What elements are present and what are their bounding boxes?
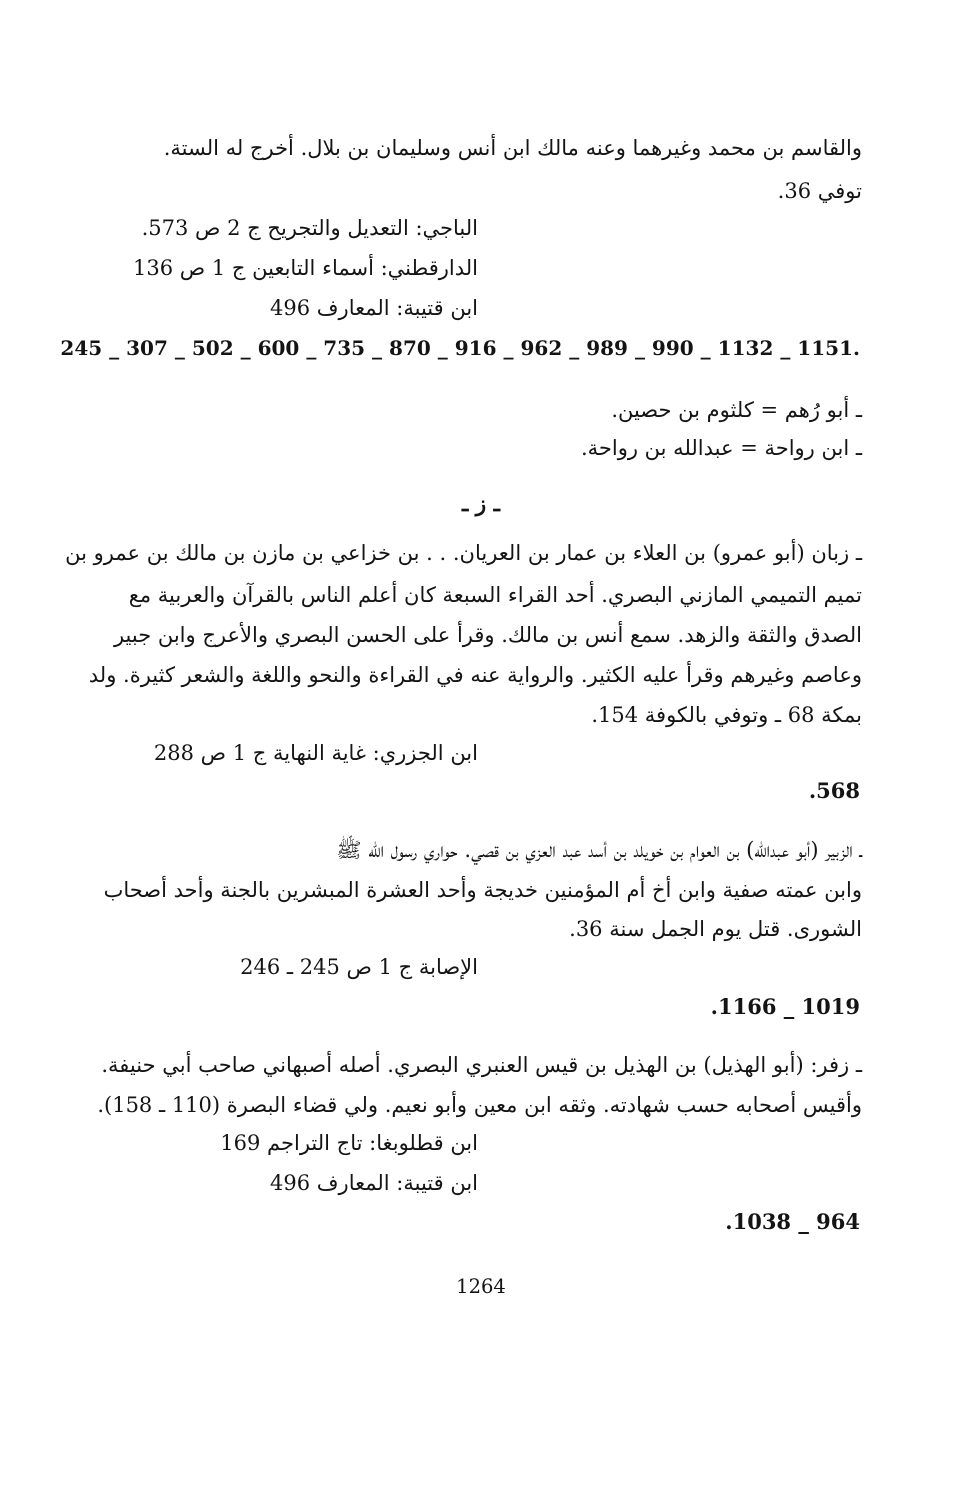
reference-numbers: 245 _ 307 _ 502 _ 600 _ 735 _ 870 _ 916 _ 962 _ 989 _ 990 _ 1132 _ 1151. — [60, 336, 860, 360]
entry-text-line: وعاصم وغيرهم وقرأ عليه الكثير. والرواية عنه في القراءة والنحو واللغة والشعر كثيرة. ولد — [88, 663, 862, 687]
source-citation: ابن قطلوبغا: تاج التراجم 169 — [220, 1131, 478, 1155]
entry-text-line: بمكة 68 ـ وتوفي بالكوفة 154. — [591, 703, 862, 727]
entry-text-line: ـ الزبير (أبو عبدالله) بن العوام بن خويلد بن أسد عبد العزي بن قصي. حواري رسول الله ﷺ — [336, 838, 862, 862]
source-citation: الدارقطني: أسماء التابعين ج 1 ص 136 — [133, 256, 478, 280]
reference-numbers: .568 — [808, 778, 860, 803]
reference-numbers: .1038 _ 964 — [725, 1209, 860, 1234]
source-citation: ابن الجزري: غاية النهاية ج 1 ص 288 — [153, 741, 478, 765]
cross-reference: ـ أبو رُهم = كلثوم بن حصين. — [611, 398, 862, 422]
section-heading: ـ ز ـ — [462, 492, 500, 517]
source-citation: ابن قتيبة: المعارف 496 — [270, 296, 478, 320]
entry-text-line: الصدق والثقة والزهد. سمع أنس بن مالك. وقرأ على الحسن البصري والأعرج وابن جبير — [113, 623, 862, 647]
source-citation: الإصابة ج 1 ص 245 ـ 246 — [240, 955, 478, 979]
entry-text-line: والقاسم بن محمد وغيرهما وعنه مالك ابن أنس وسليمان بن بلال. أخرج له الستة. — [163, 136, 862, 160]
entry-text-line: ـ زفر: (أبو الهذيل) بن الهذيل بن قيس العنبري البصري. أصله أصبهاني صاحب أبي حنيفة. — [101, 1053, 862, 1077]
source-citation: ابن قتيبة: المعارف 496 — [270, 1171, 478, 1195]
entry-text-line: ـ زبان (أبو عمرو) بن العلاء بن عمار بن العريان. . . بن خزاعي بن مازن بن مالك بن عمرو بن — [65, 541, 862, 565]
entry-text-line: تميم التميمي المازني البصري. أحد القراء السبعة كان أعلم الناس بالقرآن والعربية مع — [128, 583, 862, 607]
entry-text-line: الشورى. قتل يوم الجمل سنة 36. — [569, 917, 862, 941]
reference-numbers: .1166 _ 1019 — [710, 994, 860, 1019]
entry-text-line: وابن عمته صفية وابن أخ أم المؤمنين خديجة وأحد العشرة المبشرين بالجنة وأحد أصحاب — [103, 878, 862, 902]
entry-text-line: توفي 36. — [777, 179, 862, 203]
entry-text-line: وأقيس أصحابه حسب شهادته. وثقه ابن معين وأبو نعيم. ولي قضاء البصرة (110 ـ 158). — [97, 1093, 862, 1117]
source-citation: الباجي: التعديل والتجريح ج 2 ص 573. — [141, 216, 478, 240]
cross-reference: ـ ابن رواحة = عبدالله بن رواحة. — [580, 436, 862, 460]
page-number: 1264 — [456, 1275, 506, 1298]
